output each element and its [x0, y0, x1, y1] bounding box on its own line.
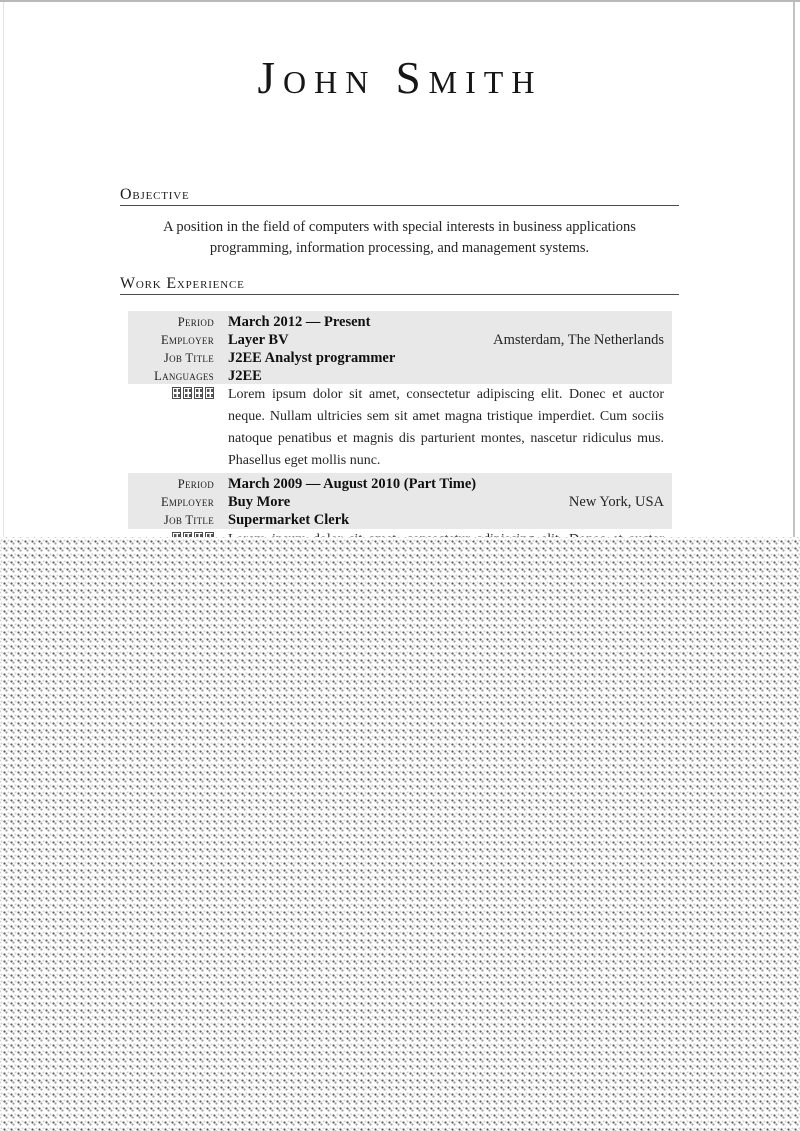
employer-value: Layer BV [228, 332, 289, 348]
objective-text: A position in the field of computers with special interests in business applications programming, information processing, and management systems. [163, 219, 636, 256]
work-entry-1-panel [128, 311, 672, 384]
employer-label: Employer [160, 495, 214, 509]
work-entry-2-panel [128, 473, 672, 529]
work-entry-1-description-row [128, 384, 672, 472]
work-experience-section-rule [120, 294, 679, 295]
transparency-checker-pattern [0, 537, 800, 1131]
employer-value: Buy More [228, 494, 291, 510]
period-label: Period [177, 315, 214, 329]
languages-row [128, 367, 672, 385]
employer-row [128, 493, 672, 511]
section-heading-objective: Objective [120, 186, 190, 203]
job-title-row [128, 349, 672, 367]
period-value: March 2009 — August 2010 (Part Time) [228, 476, 477, 492]
missing-glyph-boxes [128, 384, 214, 472]
employer-label: Employer [160, 333, 214, 347]
page-top-edge [0, 0, 800, 2]
location-text: New York, USA [568, 494, 664, 510]
period-row [128, 475, 672, 493]
employer-row [128, 331, 672, 349]
location-text: Amsterdam, The Netherlands [493, 332, 664, 348]
languages-label: Languages [154, 369, 214, 383]
document-page [0, 0, 800, 537]
job-title-value: Supermarket Clerk [228, 512, 350, 528]
languages-value: J2EE [228, 368, 262, 384]
job-title-row [128, 511, 672, 529]
entry-description-text: Lorem ipsum dolor sit amet, consectetur adipiscing elit. Donec et auctor neque. Nullam ultricies sem sit amet magna tristique imperdiet. Cum sociis natoque penatibus et magnis dis parturient montes, nascetur ridiculus mus. Phasellus eget mollis nunc. [228, 387, 664, 468]
job-title-value: J2EE Analyst programmer [228, 350, 396, 366]
job-title-label: Job Title [163, 351, 214, 365]
resume-name-title: John Smith [257, 53, 543, 103]
period-label: Period [177, 477, 214, 491]
section-heading-work-experience: Work Experience [120, 275, 245, 292]
objective-section-rule [120, 205, 679, 206]
period-row [128, 313, 672, 331]
job-title-label: Job Title [163, 513, 214, 527]
period-value: March 2012 — Present [228, 314, 371, 330]
